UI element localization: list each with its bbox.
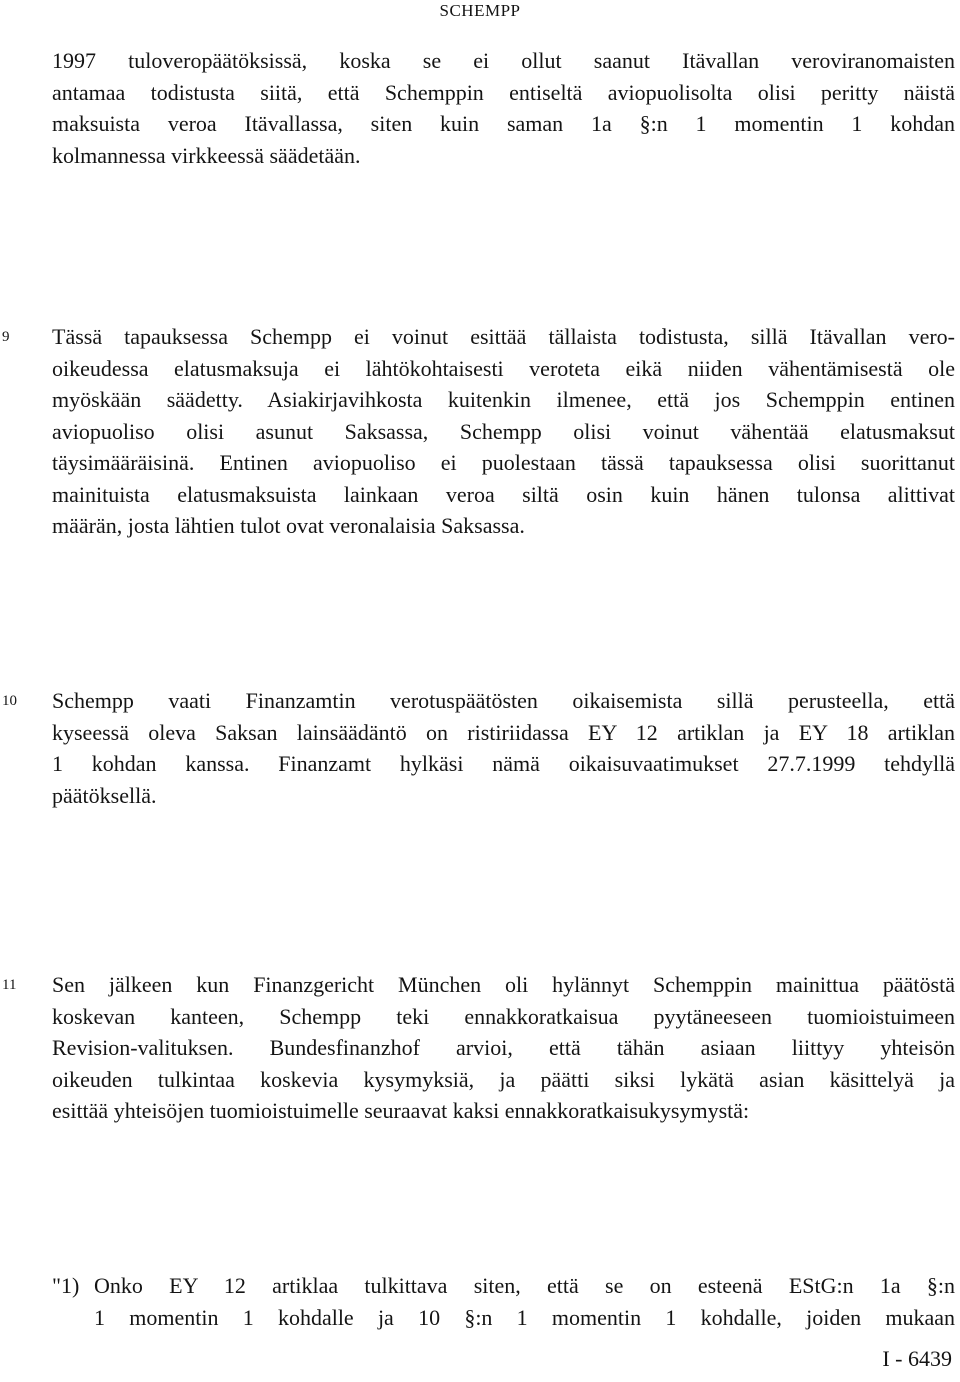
paragraph-line: päätöksellä. bbox=[52, 782, 157, 808]
paragraph-11 bbox=[52, 969, 955, 1127]
paragraph-line: kyseessä oleva Saksan lainsäädäntö on ristiriidassa EY 12 artiklan ja EY 18 artiklan bbox=[52, 719, 955, 745]
question-marker: "1) bbox=[52, 1273, 80, 1298]
paragraph-line: aviopuoliso olisi asunut Saksassa, Schempp olisi voinut vähentää elatusmaksut bbox=[52, 418, 955, 444]
paragraph-10 bbox=[52, 685, 955, 811]
paragraph-line: Sen jälkeen kun Finanzgericht München oli hylännyt Schemppin mainittua päätöstä bbox=[52, 972, 955, 997]
paragraph-line: oikeuden tulkintaa koskevia kysymyksiä, ja päätti siksi lykätä asian käsittelyä ja bbox=[52, 1066, 955, 1092]
question-line: Onko EY 12 artiklaa tulkittava siten, että se on esteenä EStG:n 1a §:n bbox=[94, 1273, 955, 1298]
paragraph-line: maksuista veroa Itävallassa, siten kuin saman 1a §:n 1 momentin 1 kohdan bbox=[52, 111, 955, 136]
preliminary-question bbox=[52, 1270, 955, 1333]
question-marker-spacer bbox=[52, 1302, 94, 1334]
paragraph-line: koskevan kanteen, Schempp teki ennakkoratkaisua pyytäneeseen tuomioistuimeen bbox=[52, 1003, 955, 1029]
paragraph-line: täysimääräisinä. Entinen aviopuoliso ei puolestaan tässä tapauksessa olisi suorittanut bbox=[52, 450, 955, 475]
paragraph-number: 11 bbox=[2, 977, 17, 993]
page-number: I - 6439 bbox=[882, 1346, 952, 1371]
paragraph-line: oikeudessa elatusmaksuja ei lähtökohtaisesti veroteta eikä niiden vähentämisestä ole bbox=[52, 355, 955, 381]
paragraph-line: Schempp vaati Finanzamtin verotuspäätösten oikaisemista sillä perusteella, että bbox=[52, 688, 955, 713]
paragraph-line: esittää yhteisöjen tuomioistuimelle seuraavat kaksi ennakkoratkaisukysymystä: bbox=[52, 1098, 750, 1123]
paragraph-line: mainituista elatusmaksuista lainkaan veroa siltä osin kuin hänen tulonsa alittivat bbox=[52, 481, 955, 507]
question-line: 1 momentin 1 kohdalle ja 10 §:n 1 momentin 1 kohdalle, joiden mukaan bbox=[94, 1304, 955, 1330]
paragraph-line: kolmannessa virkkeessä säädetään. bbox=[52, 142, 361, 168]
paragraph-line: määrän, josta lähtien tulot ovat veronalaisia Saksassa. bbox=[52, 513, 525, 538]
question-row bbox=[52, 1302, 955, 1334]
paragraph-number: 9 bbox=[2, 329, 10, 345]
header-title: SCHEMPP bbox=[439, 1, 521, 20]
paragraph-continuation bbox=[52, 45, 955, 171]
paragraph-line: 1997 tuloveropäätöksissä, koska se ei ollut saanut Itävallan veroviranomaisten bbox=[52, 48, 955, 73]
question-row bbox=[52, 1270, 955, 1302]
paragraph-9 bbox=[52, 321, 955, 542]
paragraph-line: Tässä tapauksessa Schempp ei voinut esittää tällaista todistusta, sillä Itävallan vero- bbox=[52, 324, 955, 349]
paragraph-number: 10 bbox=[2, 693, 17, 709]
paragraph-line: antamaa todistusta siitä, että Schemppin entiseltä aviopuolisolta olisi peritty näistä bbox=[52, 79, 955, 105]
paragraph-line: Revision-valituksen. Bundesfinanzhof arvioi, että tähän asiaan liittyy yhteisön bbox=[52, 1035, 955, 1060]
running-header bbox=[0, 0, 960, 22]
paragraph-line: 1 kohdan kanssa. Finanzamt hylkäsi nämä oikaisuvaatimukset 27.7.1999 tehdyllä bbox=[52, 751, 955, 776]
paragraph-line: myöskään säädetty. Asiakirjavihkosta kuitenkin ilmenee, että jos Schemppin entinen bbox=[52, 387, 955, 412]
